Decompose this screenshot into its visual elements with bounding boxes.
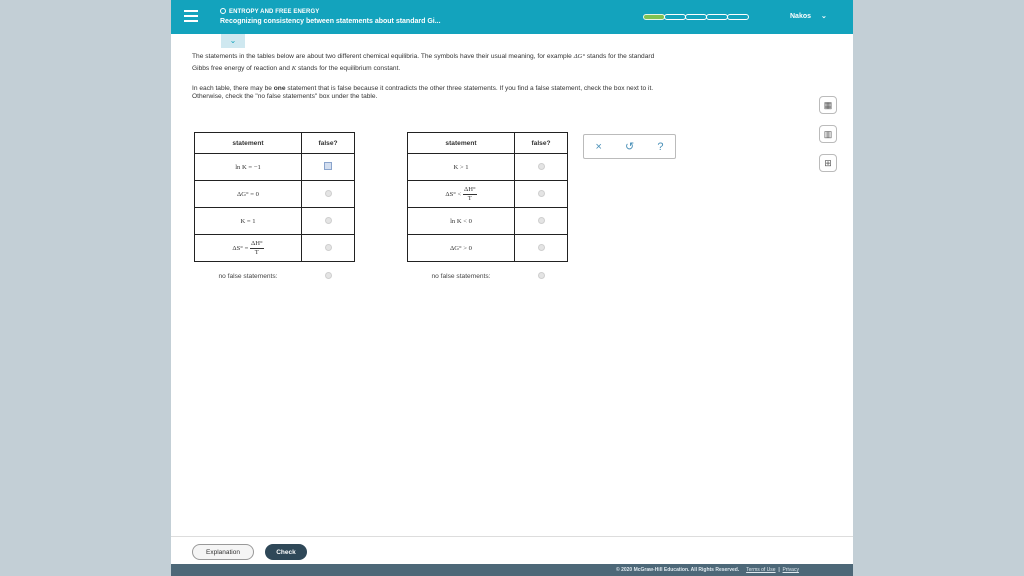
false-checkbox[interactable] [324, 162, 332, 170]
statement-cell: ΔS° < $\frac{\Delta H^\circ}{T}$ [408, 181, 515, 208]
no-false-label: no false statements: [431, 273, 491, 281]
bottom-bar [171, 564, 853, 576]
menu-icon[interactable] [184, 10, 198, 22]
progress-segment [685, 14, 707, 20]
statement-cell: ΔS° = $\frac{\Delta H^\circ}{T}$ [195, 235, 302, 262]
link-separator: | [778, 567, 780, 573]
column-header: statement [195, 133, 302, 154]
app-window [171, 0, 853, 576]
statement-cell: K > 1 [408, 154, 515, 181]
progress-indicator [643, 14, 748, 20]
no-false-checkbox[interactable] [325, 272, 332, 279]
statements-table-1 [194, 132, 355, 292]
clear-icon[interactable]: × [595, 140, 602, 153]
calculator-icon[interactable]: ▦ [819, 96, 837, 114]
instructions-line: In each table, there may be one statement that is false because it contradicts the other three statements. If you find a false statement, check the box next to it. [192, 85, 654, 92]
breadcrumb: ENTROPY AND FREE ENERGY [220, 8, 319, 15]
no-false-label: no false statements: [218, 273, 278, 281]
top-bar [171, 0, 853, 34]
divider [171, 536, 853, 537]
false-checkbox[interactable] [538, 217, 545, 224]
false-checkbox[interactable] [538, 190, 545, 197]
false-checkbox[interactable] [325, 217, 332, 224]
column-header: false? [302, 133, 355, 154]
expand-chevron-icon[interactable]: ⌄ [221, 34, 245, 48]
copyright: © 2020 McGraw-Hill Education. All Rights Reserved. Terms of Use | Privacy [616, 567, 799, 573]
instructions-line: Otherwise, check the "no false statements" box under the table. [192, 93, 378, 100]
explanation-button[interactable]: Explanation [192, 544, 254, 560]
statement-cell: ΔG° = 0 [195, 181, 302, 208]
statement-cell: ΔG° > 0 [408, 235, 515, 262]
false-checkbox[interactable] [538, 244, 545, 251]
bar-chart-icon[interactable]: ▥ [819, 125, 837, 143]
answer-actions [583, 134, 676, 159]
chevron-down-icon: ⌄ [821, 13, 827, 20]
undo-icon[interactable]: ↺ [625, 141, 635, 153]
periodic-table-icon[interactable]: ⊞ [819, 154, 837, 172]
user-name: Nakos [790, 13, 812, 20]
check-button[interactable]: Check [265, 544, 307, 560]
statement-cell: K = 1 [195, 208, 302, 235]
progress-segment [727, 14, 749, 20]
progress-segment [664, 14, 686, 20]
fraction: $\frac{\Delta H^\circ}{T}$ [463, 185, 476, 202]
statement-cell: ln K < 0 [408, 208, 515, 235]
statements-table-2 [407, 132, 568, 292]
help-icon[interactable]: ? [657, 140, 664, 153]
tools-panel [819, 96, 841, 183]
fraction: $\frac{\Delta H^\circ}{T}$ [250, 239, 263, 256]
terms-link[interactable]: Terms of Use [746, 567, 776, 573]
column-header: statement [408, 133, 515, 154]
privacy-link[interactable]: Privacy [782, 567, 799, 573]
false-checkbox[interactable] [325, 244, 332, 251]
false-checkbox[interactable] [325, 190, 332, 197]
circle-icon [220, 8, 226, 14]
false-checkbox[interactable] [538, 163, 545, 170]
progress-segment [643, 14, 665, 20]
user-menu[interactable] [790, 12, 827, 20]
page-title: Recognizing consistency between statements about standard Gi... [220, 18, 441, 25]
column-header: false? [515, 133, 568, 154]
no-false-checkbox[interactable] [538, 272, 545, 279]
instructions-line: The statements in the tables below are about two different chemical equilibria. The symbols have their usual meaning, for example ΔG° stands for the standard [192, 53, 655, 60]
instructions-line: Gibbs free energy of reaction and K stands for the equilibrium constant. [192, 65, 401, 72]
statement-cell: ln K = −1 [195, 154, 302, 181]
progress-segment [706, 14, 728, 20]
